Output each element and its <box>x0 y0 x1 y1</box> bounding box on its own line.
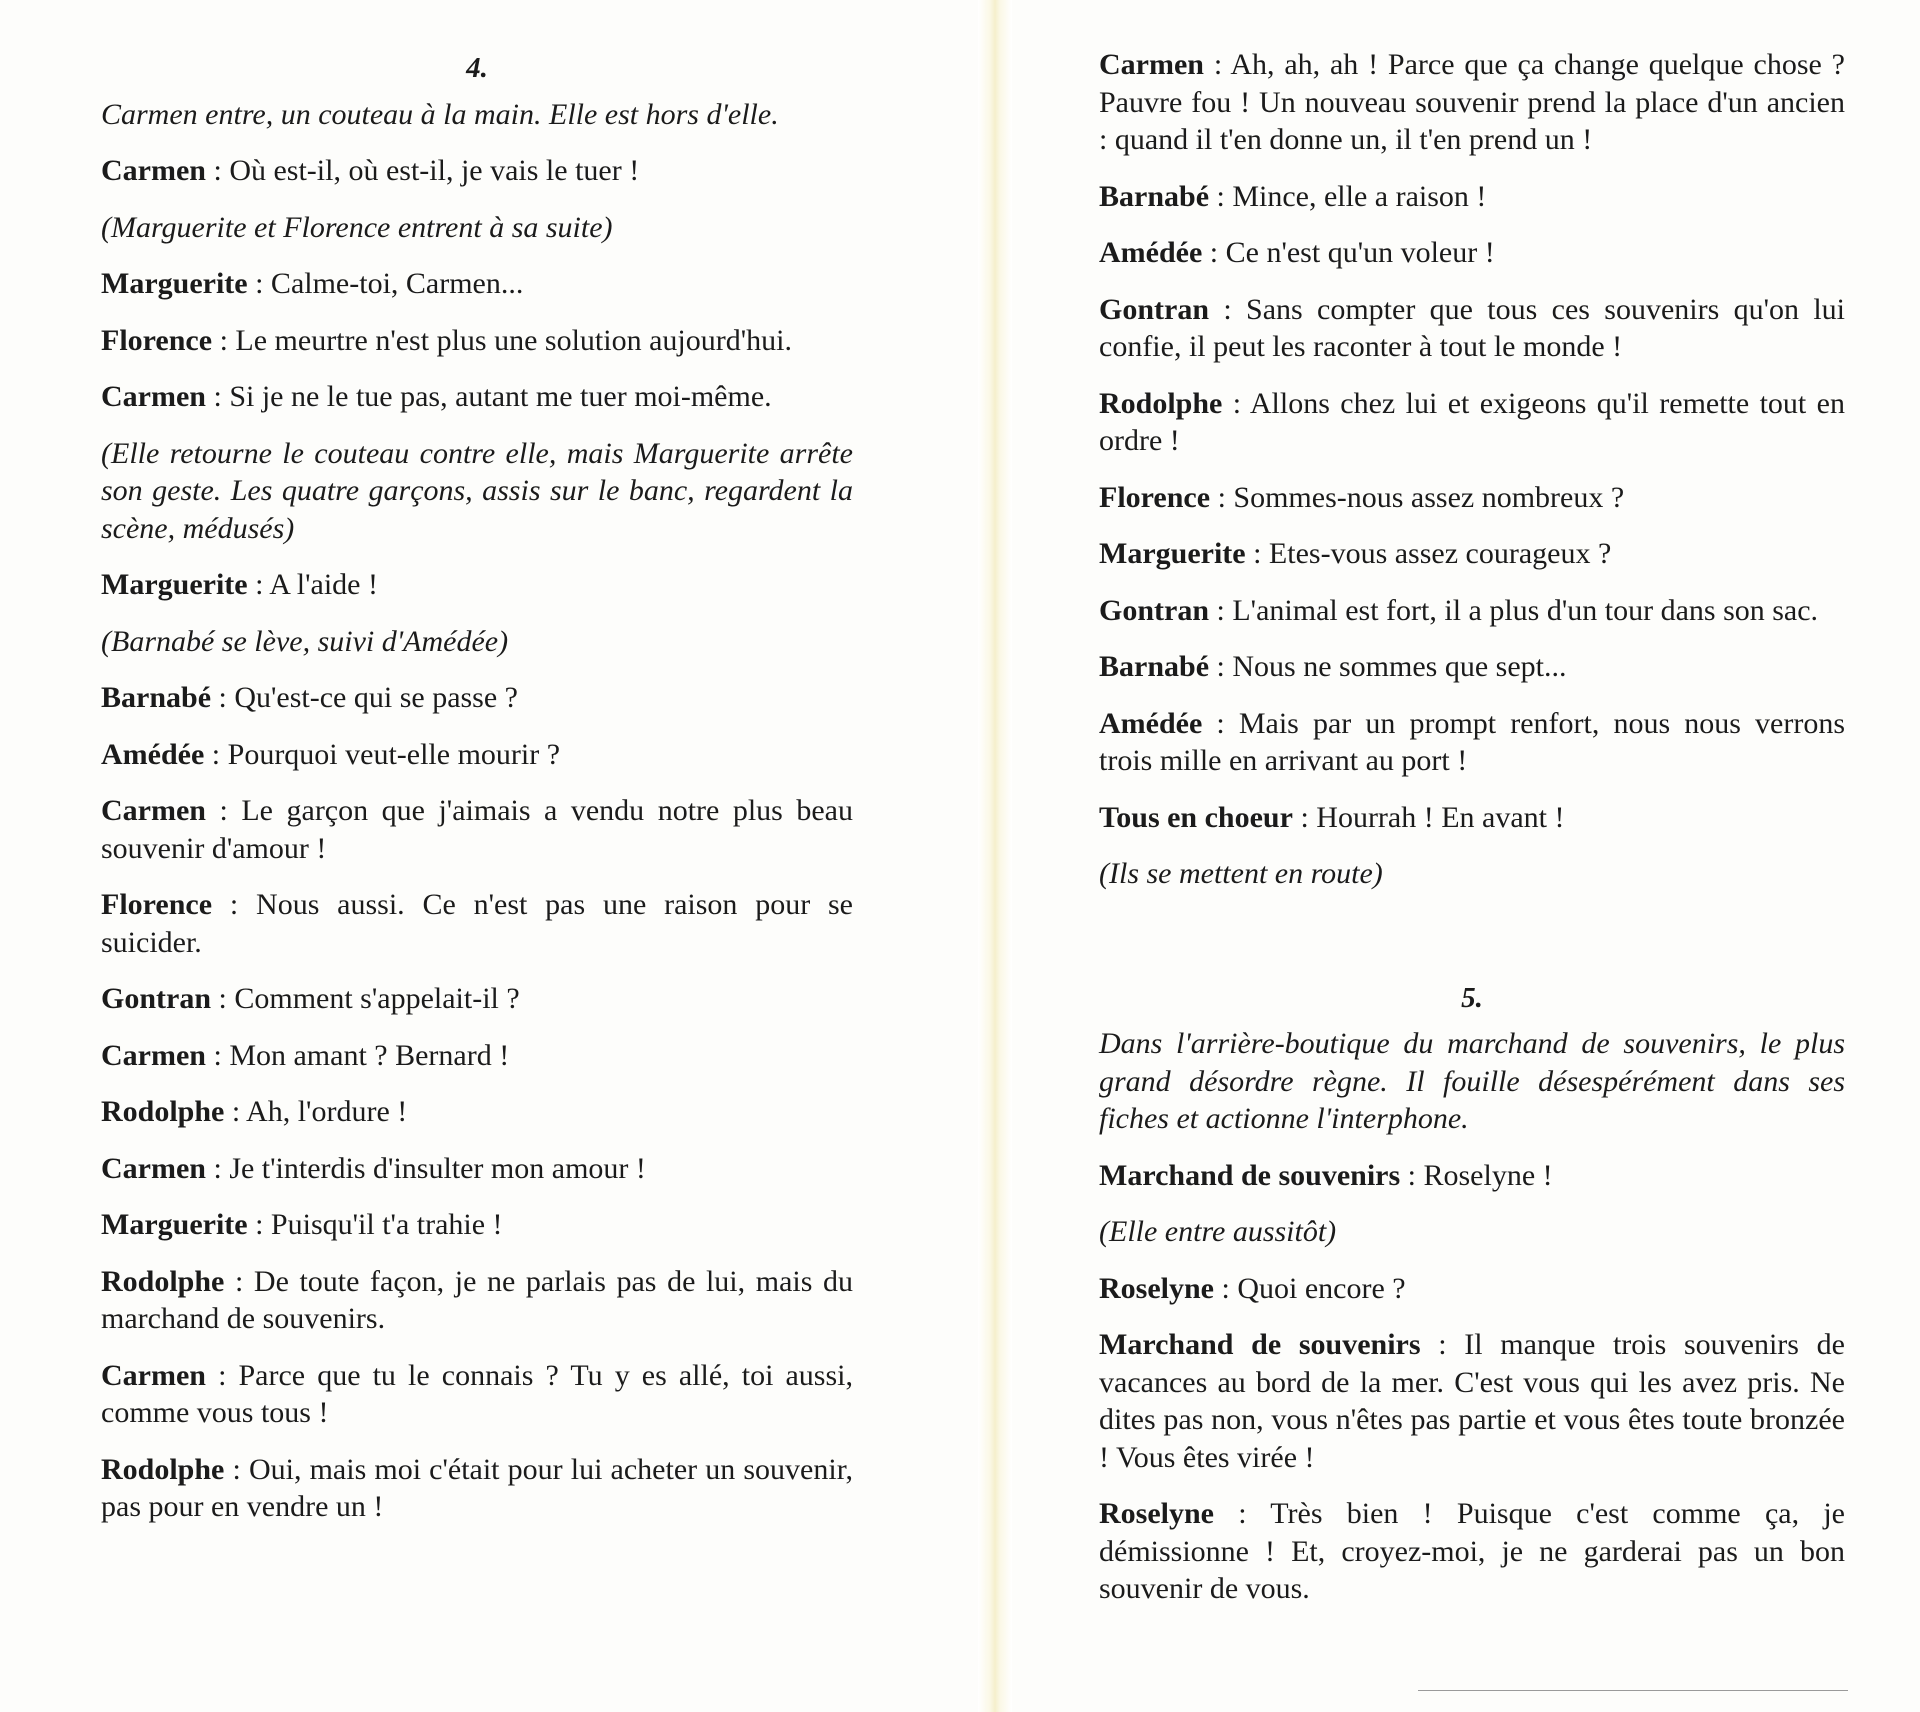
dialogue-text: : Je t'interdis d'insulter mon amour ! <box>205 1151 646 1185</box>
speaker-name: Marchand de souvenirs <box>1099 1328 1421 1361</box>
speaker-name: Marguerite <box>101 568 248 601</box>
speaker-name: Amédée <box>101 737 205 771</box>
speaker-name: Amédée <box>1099 236 1203 269</box>
dialogue-line <box>1099 479 1845 517</box>
speaker-name: Gontran <box>1099 292 1210 326</box>
dialogue-line <box>101 566 853 604</box>
dialogue-text: : Etes-vous assez courageux ? <box>1245 537 1612 570</box>
speaker-name: Carmen <box>101 794 206 827</box>
dialogue-line <box>101 322 853 360</box>
stage-direction: (Barnabé se lève, suivi d'Amédée) <box>101 624 509 658</box>
dialogue-text: : Allons chez lui et exigeons qu'il remette tout en ordre ! <box>1099 386 1845 457</box>
dialogue-text: : Nous ne sommes que sept... <box>1209 650 1567 683</box>
left-page-text <box>101 96 853 1526</box>
scene-number: 4. <box>466 52 488 84</box>
speaker-name: Carmen <box>101 380 206 413</box>
speaker-name: Amédée <box>1099 706 1203 740</box>
dialogue-line <box>1099 385 1845 460</box>
dialogue-text: : Le meurtre n'est plus une solution aujourd'hui. <box>212 323 792 357</box>
scene-number: 5. <box>1461 981 1483 1014</box>
dialogue-text: : L'animal est fort, il a plus d'un tour dans son sac. <box>1209 593 1819 627</box>
speaker-name: Carmen <box>101 1358 206 1392</box>
speaker-name: Rodolphe <box>101 1264 225 1298</box>
dialogue-line <box>101 1206 853 1244</box>
speaker-name: Marguerite <box>101 267 248 300</box>
dialogue-text: : Très bien ! Puisque c'est comme ça, je démissionne ! Et, croyez-moi, je ne garderai pas un bon souvenir de vous. <box>1099 1497 1845 1605</box>
dialogue-line <box>101 1357 853 1432</box>
dialogue-line <box>1099 535 1845 573</box>
dialogue-text: : Qu'est-ce qui se passe ? <box>211 681 518 714</box>
dialogue-line <box>101 980 853 1018</box>
speaker-name: Florence <box>101 323 213 357</box>
speaker-name: Gontran <box>1099 593 1210 627</box>
dialogue-text: : A l'aide ! <box>247 568 378 601</box>
dialogue-text: : Mais par un prompt renfort, nous nous verrons trois mille en arrivant au port ! <box>1099 706 1845 777</box>
dialogue-text: : De toute façon, je ne parlais pas de lui, mais du marchand de souvenirs. <box>101 1264 853 1335</box>
dialogue-text: : Ah, l'ordure ! <box>224 1095 408 1128</box>
book-gutter <box>978 0 1012 1712</box>
dialogue-text: : Calme-toi, Carmen... <box>247 267 524 300</box>
dialogue-line <box>1099 648 1845 686</box>
dialogue-text: : Le garçon que j'aimais a vendu notre plus beau souvenir d'amour ! <box>101 794 853 865</box>
right-page-text-bottom <box>1099 1025 1845 1608</box>
scene-break <box>1099 912 1845 980</box>
dialogue-line <box>1099 46 1845 159</box>
stage-direction: (Elle entre aussitôt) <box>1099 1215 1337 1248</box>
stage-direction: (Ils se mettent en route) <box>1099 857 1383 890</box>
dialogue-text: : Puisqu'il t'a trahie ! <box>247 1208 503 1241</box>
dialogue-line <box>1099 1326 1845 1476</box>
speaker-name: Marguerite <box>1099 537 1246 570</box>
dialogue-text: : Roselyne ! <box>1400 1158 1553 1192</box>
dialogue-line <box>101 1263 853 1338</box>
dialogue-line <box>101 152 853 190</box>
dialogue-line <box>101 1037 853 1075</box>
speaker-name: Rodolphe <box>101 1452 225 1486</box>
dialogue-line <box>1099 1495 1845 1608</box>
speaker-name: Marguerite <box>101 1208 248 1241</box>
speaker-name: Roselyne <box>1099 1271 1214 1305</box>
speaker-name: Carmen <box>101 1038 206 1072</box>
dialogue-text: : Parce que tu le connais ? Tu y es allé, toi aussi, comme vous tous ! <box>101 1358 853 1429</box>
dialogue-line <box>101 1150 853 1188</box>
speaker-name: Roselyne <box>1099 1497 1214 1530</box>
speaker-name: Rodolphe <box>101 1095 225 1128</box>
dialogue-text: : Sommes-nous assez nombreux ? <box>1210 480 1625 514</box>
dialogue-line <box>1099 705 1845 780</box>
dialogue-line <box>101 265 853 303</box>
stage-direction: Dans l'arrière-boutique du marchand de souvenirs, le plus grand désordre règne. Il fouille désespérément dans ses fiches et actionne l'interphone. <box>1099 1027 1845 1135</box>
dialogue-line <box>1099 234 1845 272</box>
dialogue-text: : Mon amant ? Bernard ! <box>205 1038 510 1072</box>
speaker-name: Carmen <box>101 1151 206 1185</box>
speaker-name: Barnabé <box>101 681 212 714</box>
dialogue-line <box>101 1093 853 1131</box>
stage-direction: (Marguerite et Florence entrent à sa suite) <box>101 210 613 244</box>
stage-direction: (Elle retourne le couteau contre elle, mais Marguerite arrête son geste. Les quatre garçons, assis sur le banc, regardent la scène, médusés) <box>101 436 853 545</box>
dialogue-line <box>1099 178 1845 216</box>
dialogue-text: : Ah, ah, ah ! Parce que ça change quelque chose ? Pauvre fou ! Un nouveau souvenir prend la place d'un ancien : quand il t'en donne un, il t'en prend un ! <box>1099 48 1845 156</box>
right-page <box>1099 46 1845 1627</box>
dialogue-line <box>1099 799 1845 837</box>
dialogue-line <box>101 679 853 717</box>
left-page <box>101 50 853 1545</box>
dialogue-text: : Comment s'appelait-il ? <box>211 982 520 1015</box>
dialogue-text: : Nous aussi. Ce n'est pas une raison pour se suicider. <box>101 888 853 959</box>
dialogue-line <box>101 378 853 416</box>
speaker-name: Carmen <box>101 154 206 187</box>
speaker-name: Florence <box>1099 480 1211 514</box>
dialogue-line <box>101 736 853 774</box>
dialogue-line <box>1099 592 1845 630</box>
dialogue-text: : Il manque trois souvenirs de vacances au bord de la mer. C'est vous qui les avez pris. Ne dites pas non, vous n'êtes pas partie et vous êtes toute bronzée ! Vous êtes virée ! <box>1099 1328 1845 1474</box>
speaker-name: Barnabé <box>1099 650 1210 683</box>
speaker-name: Rodolphe <box>1099 386 1223 420</box>
dialogue-line <box>1099 291 1845 366</box>
footer-rule <box>1418 1690 1848 1691</box>
speaker-name: Florence <box>101 888 213 921</box>
dialogue-text: : Où est-il, où est-il, je vais le tuer ! <box>205 154 640 187</box>
dialogue-line <box>101 792 853 867</box>
dialogue-line <box>1099 1270 1845 1308</box>
right-page-text-top <box>1099 46 1845 893</box>
dialogue-text: : Ce n'est qu'un voleur ! <box>1202 236 1495 269</box>
speaker-name: Gontran <box>101 982 212 1015</box>
dialogue-text: : Sans compter que tous ces souvenirs qu'on lui confie, il peut les raconter à tout le monde ! <box>1099 292 1845 363</box>
dialogue-text: : Mince, elle a raison ! <box>1209 179 1487 213</box>
speaker-name: Tous en choeur <box>1099 800 1293 834</box>
dialogue-line <box>1099 1157 1845 1195</box>
speaker-name: Marchand de souvenirs <box>1099 1158 1401 1192</box>
dialogue-text: : Oui, mais moi c'était pour lui acheter un souvenir, pas pour en vendre un ! <box>101 1452 853 1523</box>
dialogue-line <box>101 886 853 961</box>
dialogue-text: : Si je ne le tue pas, autant me tuer moi-même. <box>205 380 772 413</box>
speaker-name: Carmen <box>1099 48 1204 81</box>
stage-direction: Carmen entre, un couteau à la main. Elle est hors d'elle. <box>101 97 779 131</box>
speaker-name: Barnabé <box>1099 179 1210 213</box>
dialogue-line <box>101 1451 853 1526</box>
dialogue-text: : Pourquoi veut-elle mourir ? <box>204 737 561 771</box>
dialogue-text: : Hourrah ! En avant ! <box>1292 800 1565 834</box>
dialogue-text: : Quoi encore ? <box>1214 1271 1406 1305</box>
